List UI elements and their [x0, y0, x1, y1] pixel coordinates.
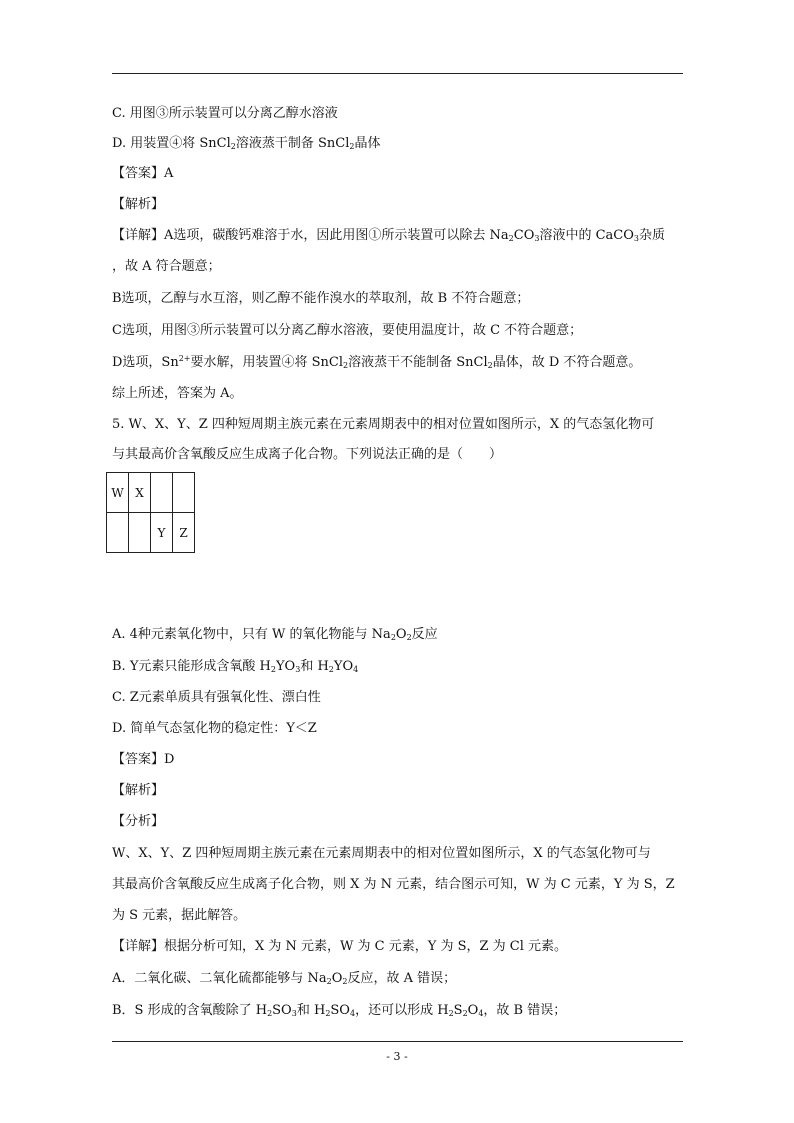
- text-run: 2: [462, 1009, 468, 1018]
- text-line: [112, 1002, 566, 1020]
- text-run: ，故 A 符合题意；: [112, 259, 221, 274]
- text-run: SO: [272, 1003, 292, 1018]
- text-run: 3: [633, 234, 639, 243]
- text-run: 晶体: [354, 136, 381, 151]
- text-run: 4: [478, 1009, 484, 1018]
- text-line: [112, 227, 665, 245]
- table-cell: Y: [151, 513, 173, 553]
- answer-label: [112, 165, 173, 183]
- table-cell: Z: [173, 513, 195, 553]
- text-run: 晶体，故 D 不符合题意。: [492, 355, 642, 370]
- text-run: 5. W、X、Y、Z 四种短周期主族元素在元素周期表中的相对位置如图所示，X 的气态氢化物可: [112, 417, 655, 432]
- text-run: CO: [513, 228, 535, 243]
- text-run: 其最高价含氧酸反应生成离子化合物，则 X 为 N 元素，结合图示可知，W 为 C 元素，Y 为 S，Z: [112, 877, 675, 892]
- text-line: [112, 258, 221, 276]
- text-run: B. Y元素只能形成含氧酸 H: [112, 659, 271, 674]
- question-stem: [112, 416, 654, 434]
- text-run: S: [453, 1003, 463, 1018]
- table-cell: [129, 513, 151, 553]
- text-run: 2: [349, 142, 355, 151]
- text-line: [112, 938, 567, 956]
- text-run: 2: [326, 977, 332, 986]
- option-b: [112, 658, 358, 676]
- text-run: 4: [349, 1009, 356, 1018]
- table-cell: [173, 473, 195, 513]
- text-run: 2: [267, 1009, 273, 1018]
- text-run: 2: [390, 633, 396, 642]
- text-run: 2: [325, 1009, 331, 1018]
- text-run: 溶液蒸干不能制备 SnCl: [348, 355, 488, 370]
- text-run: 2: [406, 633, 412, 642]
- text-line: [112, 290, 529, 308]
- text-run: 反应，故 A 错误；: [347, 971, 457, 986]
- text-line: [112, 876, 675, 894]
- section-label: [112, 813, 164, 831]
- text-run: 和 H: [300, 659, 329, 674]
- table-cell: [107, 513, 129, 553]
- footer-rule: [112, 1041, 683, 1042]
- periodic-position-table: [106, 472, 195, 553]
- text-run: 2+: [178, 354, 191, 363]
- text-run: 反应: [411, 627, 438, 642]
- text-run: 溶液中的 CaCO: [539, 228, 634, 243]
- text-run: 【分析】: [112, 814, 165, 829]
- text-run: 【详解】根据分析可知，X 为 N 元素，W 为 C 元素，Y 为 S，Z 为 Cl 元素。: [112, 939, 568, 954]
- text-run: O: [331, 971, 343, 986]
- text-run: C选项，用图③所示装置可以分离乙醇水溶液，要使用温度计，故 C 不符合题意；: [112, 323, 583, 338]
- text-run: D. 用装置④将 SnCl: [112, 136, 231, 151]
- option-d: [112, 720, 317, 738]
- text-run: C. 用图③所示装置可以分离乙醇水溶液: [112, 106, 338, 121]
- text-run: YO: [275, 659, 296, 674]
- text-run: 2: [270, 665, 276, 674]
- text-line: [112, 385, 243, 403]
- text-run: 4: [353, 665, 359, 674]
- text-run: B选项，乙醇与水互溶，则乙醇不能作溴水的萃取剂，故 B 不符合题意；: [112, 291, 530, 306]
- text-run: 【解析】: [112, 783, 165, 798]
- option-c: [112, 689, 321, 707]
- analysis-label: [112, 196, 164, 214]
- text-run: O: [467, 1003, 479, 1018]
- text-run: 【答案】A: [112, 166, 174, 181]
- text-run: 【答案】D: [112, 752, 175, 767]
- text-line: [112, 105, 338, 123]
- text-line: [112, 135, 380, 153]
- text-run: D. 简单气态氢化物的稳定性：Y＜Z: [112, 721, 317, 736]
- text-run: 2: [328, 665, 334, 674]
- text-run: 2: [342, 977, 348, 986]
- text-run: C. Z元素单质具有强氧化性、漂白性: [112, 690, 321, 705]
- text-run: ，还可以形成 H: [355, 1003, 449, 1018]
- text-line: [112, 907, 246, 925]
- table-cell: W: [107, 473, 129, 513]
- text-run: 2: [508, 234, 514, 243]
- text-line: [112, 845, 651, 863]
- text-run: 与其最高价含氧酸反应生成离子化合物。下列说法正确的是（ ）: [112, 447, 503, 462]
- text-run: 【解析】: [112, 197, 165, 212]
- text-run: 2: [230, 142, 236, 151]
- text-run: SO: [330, 1003, 350, 1018]
- table-cell: [151, 473, 173, 513]
- page-number: - 3 -: [386, 1050, 408, 1063]
- text-run: 3: [534, 234, 540, 243]
- text-run: O: [395, 627, 407, 642]
- text-run: 溶液蒸干制备 SnCl: [235, 136, 350, 151]
- text-line: [112, 354, 641, 372]
- text-run: 和 H: [296, 1003, 326, 1018]
- text-run: A．二氧化碳、二氧化硫都能够与 Na: [112, 971, 327, 986]
- text-run: A. 4种元素氧化物中，只有 W 的氧化物能与 Na: [112, 627, 391, 642]
- text-run: 3: [291, 1009, 297, 1018]
- text-line: [112, 970, 456, 988]
- text-run: ，故 B 错误；: [483, 1003, 567, 1018]
- text-run: 为 S 元素，据此解答。: [112, 908, 247, 923]
- text-run: 2: [448, 1009, 454, 1018]
- text-run: YO: [333, 659, 354, 674]
- text-run: 2: [343, 361, 349, 370]
- table-row: [107, 473, 195, 513]
- table-row: [107, 513, 195, 553]
- text-run: 要水解，用装置④将 SnCl: [190, 355, 344, 370]
- text-run: 3: [295, 665, 301, 674]
- analysis-label: [112, 782, 164, 800]
- header-rule: [112, 73, 683, 74]
- text-run: 杂质: [638, 228, 665, 243]
- question-stem: [112, 446, 502, 464]
- answer-label: [112, 751, 174, 769]
- text-line: [112, 322, 582, 340]
- text-run: D选项，Sn: [112, 355, 179, 370]
- option-a: [112, 626, 438, 644]
- text-run: 【详解】A选项，碳酸钙难溶于水，因此用图①所示装置可以除去 Na: [112, 228, 509, 243]
- table-cell: X: [129, 473, 151, 513]
- text-run: W、X、Y、Z 四种短周期主族元素在元素周期表中的相对位置如图所示，X 的气态氢化物可与: [112, 846, 651, 861]
- text-run: 综上所述，答案为 A。: [112, 386, 243, 401]
- text-run: B．S 形成的含氧酸除了 H: [112, 1003, 268, 1018]
- text-run: 2: [487, 361, 493, 370]
